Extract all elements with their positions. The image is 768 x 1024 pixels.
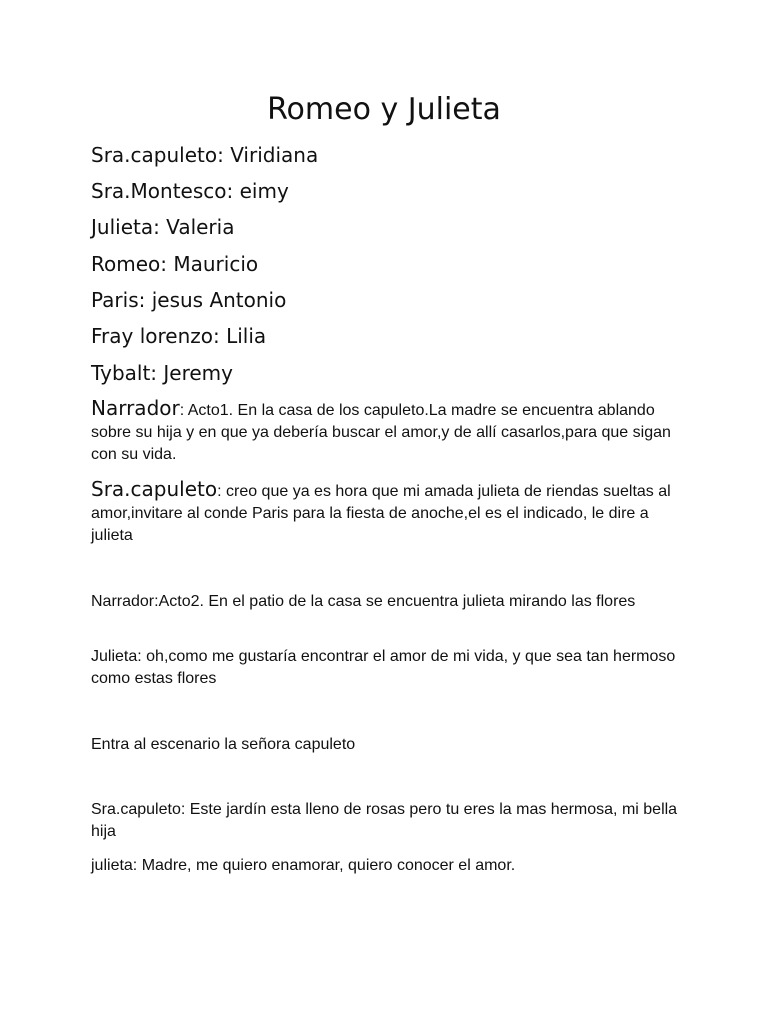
script-line: Julieta: oh,como me gustaría encontrar el amor de mi vida, y que sea tan hermoso como estas flores: [91, 648, 676, 687]
cast-line: Romeo: Mauricio: [91, 252, 259, 276]
script-line: Sra.capuleto: Este jardín esta lleno de rosas pero tu eres la mas hermosa, mi bella hija: [91, 801, 678, 840]
speaker-label: Sra.capuleto: [91, 477, 218, 501]
script-line: julieta: Madre, me quiero enamorar, quiero conocer el amor.: [91, 857, 516, 874]
speaker-label: Narrador: [91, 396, 180, 420]
cast-line: Fray lorenzo: Lilia: [91, 324, 267, 348]
narrator-paragraph: [91, 397, 681, 466]
dialogue-text: : Acto1. En la casa de los capuleto.La madre se encuentra ablando sobre su hija y en que ya debería buscar el amor,y de allí casarlos,para que sigan con su vida.: [91, 402, 671, 463]
cast-line: Paris: jesus Antonio: [91, 288, 287, 312]
script-line: Entra al escenario la señora capuleto: [91, 736, 356, 753]
cast-line: Julieta: Valeria: [91, 215, 235, 239]
cast-line: Sra.capuleto: Viridiana: [91, 143, 319, 167]
cast-line: Sra.Montesco: eimy: [91, 179, 289, 203]
document-title: Romeo y Julieta: [267, 92, 501, 127]
capuleto-paragraph: [91, 478, 681, 547]
cast-line: Tybalt: Jeremy: [91, 361, 233, 385]
dialogue-text: : creo que ya es hora que mi amada julieta de riendas sueltas al amor,invitare al conde Paris para la fiesta de anoche,el es el indicado, le dire a julieta: [91, 483, 671, 544]
script-line: Narrador:Acto2. En el patio de la casa se encuentra julieta mirando las flores: [91, 593, 636, 610]
